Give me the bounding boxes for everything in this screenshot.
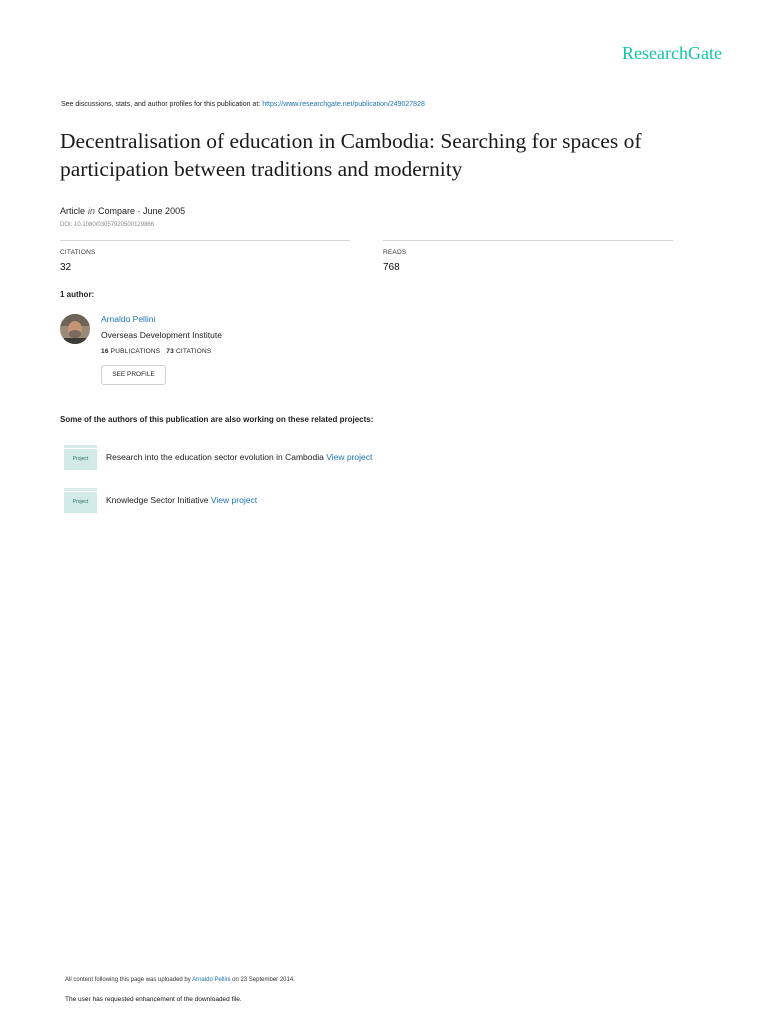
author-avatar[interactable] [60, 314, 90, 344]
project-icon[interactable] [64, 445, 97, 470]
see-profile-button[interactable]: SEE PROFILE [101, 365, 166, 385]
reads-label: READS [383, 249, 407, 256]
upload-note [65, 977, 295, 983]
divider-citations [60, 240, 350, 241]
project-title: Research into the education sector evolution in Cambodia [106, 452, 324, 462]
publication-url-link[interactable]: https://www.researchgate.net/publication/249027828 [262, 101, 425, 108]
project-title: Knowledge Sector Initiative [106, 495, 209, 505]
author-institution: Overseas Development Institute [101, 330, 222, 340]
project-icon-label: Project [72, 456, 89, 462]
reads-value: 768 [383, 262, 400, 273]
upload-prefix: All content following this page was uploaded by [65, 977, 191, 983]
see-discussions-line [61, 101, 425, 108]
author-citations-count: 73 [166, 348, 174, 355]
publication-meta [60, 206, 185, 216]
citations-label: CITATIONS [60, 249, 96, 256]
publication-venue: Compare · June 2005 [98, 206, 186, 216]
upload-suffix: on 23 September 2014. [232, 977, 295, 983]
authors-heading: 1 author: [60, 290, 95, 299]
divider-reads [383, 240, 673, 241]
researchgate-logo[interactable]: ResearchGate [622, 43, 722, 63]
author-name-link[interactable]: Arnaldo Pellini [101, 314, 156, 324]
publication-title: Decentralisation of education in Cambodia: Searching for spaces of participation between traditions and modernity [60, 129, 642, 181]
publications-label: PUBLICATIONS [110, 348, 161, 355]
uploader-link[interactable]: Arnaldo Pellini [192, 977, 231, 983]
see-discussions-text: See discussions, stats, and author profiles for this publication at: [61, 101, 261, 108]
project-item [106, 495, 257, 505]
enhancement-note: The user has requested enhancement of the downloaded file. [65, 996, 242, 1003]
citations-value: 32 [60, 262, 72, 273]
project-icon-tab [64, 488, 97, 491]
publication-type: Article [60, 206, 86, 216]
author-stats [101, 348, 211, 355]
project-icon[interactable] [64, 488, 97, 513]
related-projects-heading: Some of the authors of this publication are also working on these related projects: [60, 415, 374, 424]
publication-doi: DOI: 10.1080/03057920500129866 [60, 222, 155, 228]
author-citations-label: CITATIONS [175, 348, 212, 355]
view-project-link[interactable]: View project [210, 495, 258, 505]
project-icon-label: Project [72, 499, 89, 505]
project-item [106, 452, 372, 462]
view-project-link[interactable]: View project [326, 452, 373, 462]
in-label: in [88, 206, 96, 216]
project-icon-tab [64, 445, 97, 448]
publications-count: 16 [101, 348, 109, 355]
